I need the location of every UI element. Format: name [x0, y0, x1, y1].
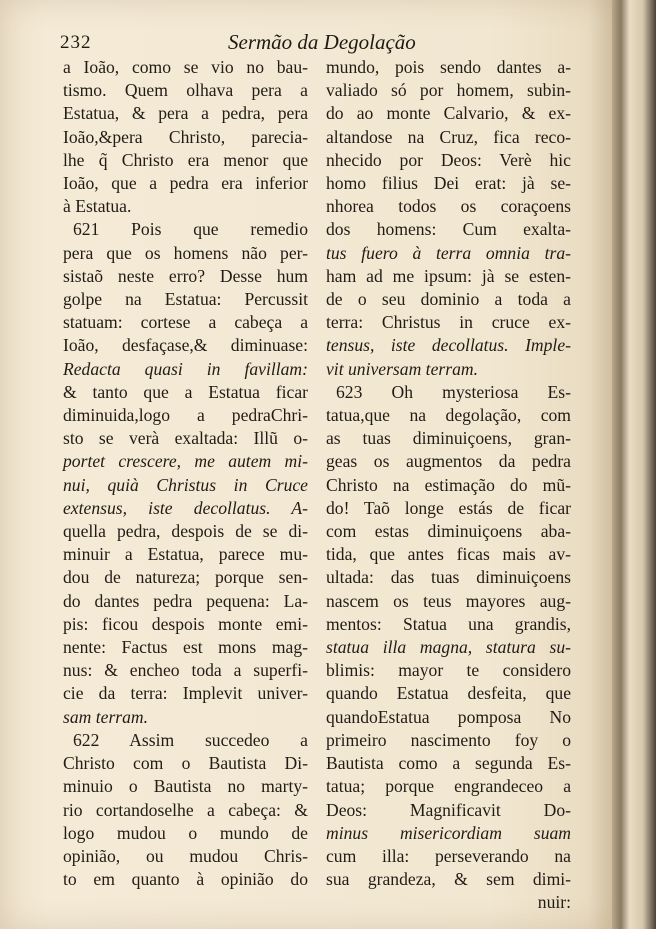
text-line: ham ad me ipsum: jà se esten- [326, 265, 571, 286]
text-line: 623 Oh mysteriosa Es- [336, 381, 571, 402]
text-line: rio cortandoselhe a cabeça: & [63, 799, 308, 820]
text-line: golpe na Estatua: Percussit [63, 289, 308, 310]
text-line: do! Taõ longe estás de ficar [326, 497, 571, 518]
text-line: Ioão, que a pedra era inferior [63, 173, 308, 194]
text-line: statua illa magna, statura su- [326, 637, 571, 658]
text-line: sistaõ neste erro? Desse hum [63, 265, 308, 286]
text-line: sam terram. [63, 706, 149, 727]
text-line: tus fuero à terra omnia tra- [326, 242, 571, 263]
text-line: cum illa: perseverando na [326, 845, 571, 866]
text-line: pera que os homens não per- [63, 242, 308, 263]
text-line: do ao monte Calvario, & ex- [326, 103, 571, 124]
text-line: nui, quià Christus in Cruce [63, 474, 308, 495]
text-line: nente: Factus est mons mag- [63, 637, 308, 658]
text-line: Bautista como a segunda Es- [326, 753, 571, 774]
text-line: quando Estatua desfeita, que [326, 683, 571, 704]
text-line: mundo, pois sendo dantes a- [326, 57, 571, 77]
text-line: minuio o Bautista no marty- [63, 776, 308, 797]
text-line: vit universam terram. [326, 358, 478, 379]
text-line: tismo. Quem olhava pera a [63, 80, 308, 101]
text-line: minuir a Estatua, parece mu- [63, 544, 308, 565]
text-line: pis: ficou despois monte emi- [63, 613, 308, 634]
text-line: quandoEstatua pomposa No [326, 706, 571, 727]
catchword: nuir: [537, 892, 571, 913]
text-line: tatua,que na degolação, com [326, 405, 571, 426]
text-line: nascem os teus mayores aug- [326, 590, 571, 611]
text-line: 622 Assim succedeo a [73, 729, 308, 750]
text-line: tatua; porque engrandeceo a [326, 776, 571, 797]
text-line: opinião, ou mudou Chris- [63, 845, 308, 866]
text-line: lhe q̃ Christo era menor que [63, 149, 308, 170]
text-line: com estas diminuiçoens aba- [326, 521, 571, 542]
text-line: Ioão,&pera Christo, parecia- [63, 126, 308, 147]
text-line: ultada: das tuas diminuiçoens [326, 567, 571, 588]
text-line: to em quanto à opinião do [63, 869, 308, 890]
text-line: geas os augmentos da pedra [326, 451, 571, 472]
text-line: tida, que antes ficas mais av- [326, 544, 571, 565]
running-title: Sermão da Degolação [228, 30, 416, 54]
left-text-column [63, 56, 308, 891]
text-line: valiado só por homem, subin- [326, 80, 571, 101]
text-line: dos homens: Cum exalta- [326, 219, 571, 240]
text-line: cie da terra: Implevit univer- [63, 683, 308, 704]
text-line: diminuida,logo a pedraChri- [63, 405, 308, 426]
text-line: as tuas diminuiçoens, gran- [326, 428, 571, 449]
text-line: Ioão, desfaçase,& diminuase: [63, 335, 308, 356]
text-line: extensus, iste decollatus. A- [63, 497, 308, 518]
text-line: Estatua, & pera a pedra, pera [63, 103, 308, 124]
text-line: tensus, iste decollatus. Imple- [326, 335, 571, 356]
right-text-column [326, 56, 571, 915]
text-line: portet crescere, me autem mi- [63, 451, 308, 472]
text-line: altandose na Cruz, fica reco- [326, 126, 571, 147]
text-line: terra: Christus in cruce ex- [326, 312, 571, 333]
text-line: nhorea todos os coraçoens [326, 196, 571, 217]
text-line: homo filius Dei erat: jà se- [326, 173, 571, 194]
text-line: do dantes pedra pequena: La- [63, 590, 308, 611]
text-line: Redacta quasi in favillam: [63, 358, 308, 379]
text-line: Deos: Magnificavit Do- [326, 799, 571, 820]
text-line: de o seu dominio a toda a [326, 289, 571, 310]
text-line: logo mudou o mundo de [63, 822, 308, 843]
page-number: 232 [60, 32, 92, 53]
text-line: 621 Pois que remedio [73, 219, 308, 240]
text-line: quella pedra, despois de se di- [63, 521, 308, 542]
text-line: nus: & encheo toda a superfi- [63, 660, 308, 681]
text-line: a Ioão, como se vio no bau- [63, 57, 308, 77]
text-line: nhecido por Deos: Verè hic [326, 149, 571, 170]
book-gutter [612, 0, 656, 929]
text-line: minus misericordiam suam [326, 822, 571, 843]
text-line: sua grandeza, & sem dimi- [326, 869, 571, 890]
text-line: primeiro nascimento foy o [326, 729, 571, 750]
text-line: sto se verà exaltada: Illũ o- [63, 428, 308, 449]
text-line: Christo com o Bautista Di- [63, 753, 308, 774]
text-line: statuam: cortese a cabeça a [63, 312, 308, 333]
text-line: Christo na estimação do mũ- [326, 474, 571, 495]
text-line: à Estatua. [63, 196, 132, 217]
text-line: & tanto que a Estatua ficar [63, 381, 308, 402]
text-line: dou de natureza; porque sen- [63, 567, 308, 588]
text-line: blimis: mayor te considero [326, 660, 571, 681]
text-line: mentos: Statua una grandis, [326, 613, 571, 634]
